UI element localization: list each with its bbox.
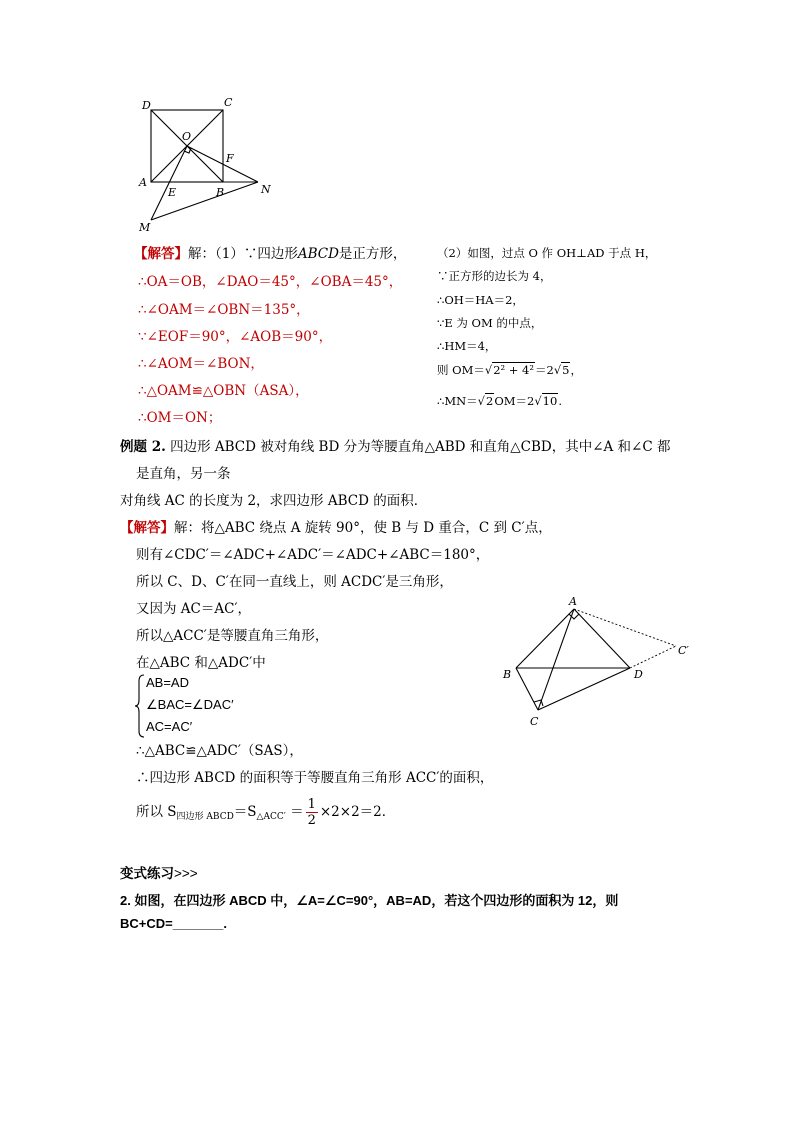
label-a: A bbox=[139, 176, 147, 189]
left-brace bbox=[134, 673, 146, 739]
example2-line3: 对角线 AC 的长度为 2，求四边形 ABCD 的面积． bbox=[120, 493, 428, 509]
label-o: O bbox=[182, 130, 192, 143]
solution2-line2: 则有∠CDC′＝∠ADC+∠ADC′＝∠ADC+∠ABC＝180°， bbox=[136, 547, 490, 563]
solution1-part2-line2: ∵正方形的边长为 4， bbox=[437, 269, 552, 283]
solution1-line3: ∴∠OAM＝∠OBN＝135°， bbox=[138, 302, 310, 318]
system-row-3: AC=AC′ bbox=[146, 719, 193, 734]
figure-square-abcd bbox=[130, 92, 290, 240]
label-e: E bbox=[168, 186, 177, 199]
label-n: N bbox=[261, 183, 271, 196]
label-b: B bbox=[216, 186, 225, 199]
variant-title: 变式练习>>> bbox=[120, 866, 198, 881]
solution1-line4: ∵∠EOF＝90°，∠AOB＝90°， bbox=[138, 329, 333, 345]
example2-line1: 例题 2. 四边形 ABCD 被对角线 BD 分为等腰直角△ABD 和直角△CBD，其中∠A 和∠C 都 bbox=[120, 439, 671, 455]
solution1-part2-line4: ∵E 为 OM 的中点， bbox=[437, 316, 543, 330]
solution1-part2-line5: ∴HM＝4， bbox=[437, 339, 497, 353]
solution1-line7: ∴OM＝ON； bbox=[138, 410, 222, 426]
solution2-line6: 在△ABC 和△ADC′中 bbox=[136, 655, 266, 671]
answer-label: 【解答】 bbox=[134, 246, 188, 262]
solution2-line1: 【解答】解：将△ABC 绕点 A 旋转 90°，使 B 与 D 重合，C 到 C′点， bbox=[120, 520, 552, 536]
fraction-half: $\frac{1}{2}$ bbox=[307, 797, 316, 828]
label-c-prime: C′ bbox=[678, 644, 689, 657]
label-m: M bbox=[139, 221, 151, 234]
solution1-part2-line3: ∴OH＝HA＝2， bbox=[437, 293, 524, 307]
solution2-line8: ∴四边形 ABCD 的面积等于等腰直角三角形 ACC′的面积， bbox=[136, 770, 494, 786]
example2-label: 例题 2. bbox=[120, 439, 166, 455]
label-f: F bbox=[226, 152, 234, 165]
solution2-line4: 又因为 AC＝AC′， bbox=[136, 601, 252, 617]
label-d: D bbox=[142, 99, 151, 112]
solution2-line9: 所以 $S_{四边形 ABCD}=S_{\triangle ACC'}$ ＝ $\frac{1}{2}$ ×2×2＝2． bbox=[136, 797, 396, 828]
arrows-icon: >>> bbox=[174, 866, 198, 881]
label-d2: D bbox=[634, 668, 643, 681]
label-c: C bbox=[224, 96, 233, 109]
solution1-line2: ∴OA＝OB，∠DAO＝45°，∠OBA＝45°， bbox=[138, 274, 403, 290]
figure-quadrilateral-abcd bbox=[496, 594, 706, 734]
congruence-system bbox=[134, 673, 274, 739]
solution1-part2-line6: 则 OM＝√2² + 4²＝2√5， bbox=[437, 363, 582, 377]
system-row-1: AB=AD bbox=[146, 675, 189, 690]
system-row-2: ∠BAC=∠DAC′ bbox=[146, 697, 234, 712]
label-a2: A bbox=[569, 595, 577, 608]
solution1-line5: ∴∠AOM＝∠BON， bbox=[138, 356, 264, 372]
solution1-part2-line7: ∴MN＝√2OM＝2√10. bbox=[437, 394, 562, 408]
solution2-line5: 所以△ACC′是等腰直角三角形， bbox=[136, 628, 329, 644]
label-b2: B bbox=[503, 668, 512, 681]
example2-line2: 是直角，另一条 bbox=[136, 466, 231, 482]
solution1-part2-line1: （2）如图，过点 O 作 OH⊥AD 于点 H， bbox=[437, 246, 657, 260]
label-c2: C bbox=[530, 715, 539, 728]
answer-blank: _______ bbox=[172, 916, 224, 931]
solution2-line3: 所以 C、D、C′在同一直线上，则 ACDC′是三角形， bbox=[136, 574, 453, 590]
solution1-line1: 【解答】解：（1）∵四边形ABCD是正方形， bbox=[134, 246, 407, 262]
answer-label-2: 【解答】 bbox=[120, 520, 174, 536]
solution1-line6: ∴△OAM≌△OBN（ASA）， bbox=[138, 383, 309, 399]
solution2-line7: ∴△ABC≌△ADC′（SAS）， bbox=[136, 743, 303, 759]
variant-question-line1: 2. 如图，在四边形 ABCD 中，∠A=∠C=90°，AB=AD，若这个四边形的面积为 12，则 bbox=[120, 893, 619, 908]
variant-question-line2: BC+CD=_______. bbox=[120, 916, 227, 931]
